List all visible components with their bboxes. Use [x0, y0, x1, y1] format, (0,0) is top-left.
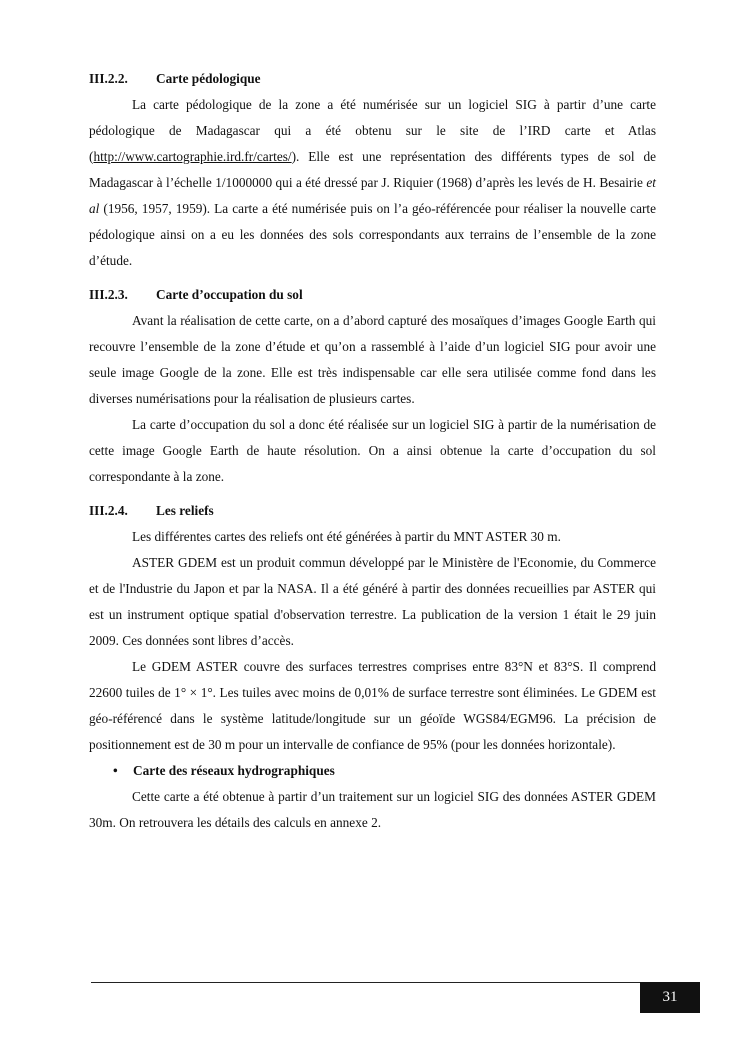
bullet-heading-hydrographie — [89, 758, 656, 784]
section-title: Carte d’occupation du sol — [156, 287, 303, 302]
section-number: III.2.2. — [89, 71, 128, 86]
paragraph: ASTER GDEM est un produit commun développé par le Ministère de l'Economie, du Commerce et de l'Industrie du Japon et par la NASA. Il a été généré à partir des données recueillies par ASTER qui est un instrument optique spatial d'observation terrestre. La publication de la version 1 était le 29 juin 2009. Ces données sont libres d’accès. — [89, 555, 656, 648]
section-heading-pedologique — [89, 66, 656, 92]
paragraph: Les différentes cartes des reliefs ont été générées à partir du MNT ASTER 30 m. — [132, 529, 561, 544]
paragraph — [89, 92, 656, 274]
text-run: ). Elle est une représentation des différents types de sol de Madagascar à l’échelle 1/1000000 qui a été dressé par J. Riquier (1968) d’après les levés de H. Besairie — [89, 149, 656, 190]
paragraph: La carte d’occupation du sol a donc été réalisée sur un logiciel SIG à partir de la numérisation de cette image Google Earth de haute résolution. On a ainsi obtenue la carte d’occupation du sol correspondante à la zone. — [89, 417, 656, 484]
document-body — [89, 66, 656, 836]
text-run: La carte pédologique de la zone a été numérisée sur un logiciel SIG à partir d’une carte pédologique de Madagascar qui a été obtenu sur le site de l’IRD carte et Atlas ( — [89, 97, 656, 164]
ird-link[interactable]: http://www.cartographie.ird.fr/cartes/ — [93, 149, 292, 164]
paragraph: Le GDEM ASTER couvre des surfaces terrestres comprises entre 83°N et 83°S. Il comprend 22600 tuiles de 1° × 1°. Les tuiles avec moins de 0,01% de surface terrestre sont éliminées. Le GDEM est géo-référencé dans le système latitude/longitude sur un géoïde WGS84/EGM96. La précision de positionnement est de 30 m pour un intervalle de confiance de 95% (pour les données horizontale). — [89, 659, 656, 752]
footer-rule — [91, 982, 641, 983]
et-al-italic: et al — [89, 175, 656, 216]
bullet-icon: • — [113, 763, 118, 778]
section-number: III.2.4. — [89, 503, 128, 518]
section-title: Carte pédologique — [156, 71, 261, 86]
paragraph: Cette carte a été obtenue à partir d’un traitement sur un logiciel SIG des données ASTER GDEM 30m. On retrouvera les détails des calculs en annexe 2. — [89, 789, 656, 830]
section-title: Les reliefs — [156, 503, 214, 518]
text-run: (1956, 1957, 1959). La carte a été numérisée puis on l’a géo-référencée pour réaliser la nouvelle carte pédologique ainsi on a eu les données des sols correspondants aux terrains de l’ensemble de la zone d’étude. — [89, 201, 656, 268]
page-number: 31 — [640, 982, 700, 1013]
section-heading-occupation — [89, 282, 656, 308]
paragraph: Avant la réalisation de cette carte, on a d’abord capturé des mosaïques d’images Google Earth qui recouvre l’ensemble de la zone d’étude et qu’on a rassemblé à l’aide d’un logiciel SIG pour avoir une seule image Google de la zone. Elle est très indispensable car elle sera utilisée comme fond dans les diverses numérisations pour la réalisation de plusieurs cartes. — [89, 313, 656, 406]
bullet-title: Carte des réseaux hydrographiques — [133, 763, 335, 778]
section-heading-reliefs — [89, 498, 656, 524]
section-number: III.2.3. — [89, 287, 128, 302]
